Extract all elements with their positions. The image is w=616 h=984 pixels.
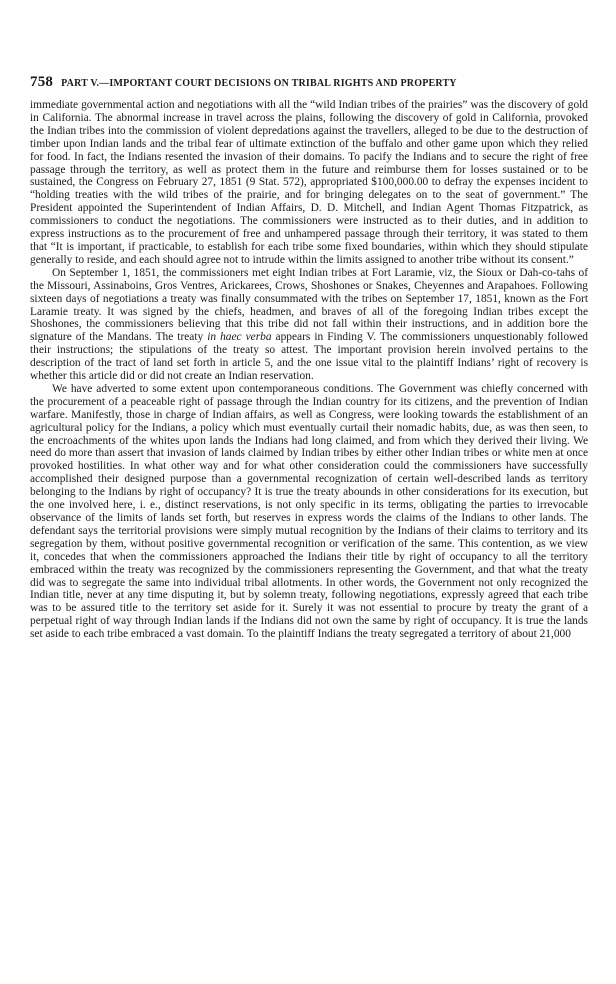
- paragraph-text: immediate governmental action and negotiations with all the “wild Indian tribes of the prairies” was the discovery of gold in California. The abnormal increase in travel across the plains, following the discovery of gold in California, provoked the Indian tribes into the commission of violent depredations against the travellers, alleged to be due to the destruction of timber upon Indian lands and the tribal fear of ultimate extinction of the buffalo and other game upon which they relied for food. In fact, the Indians resented the invasion of their domains. To pacify the Indians and to secure the right of free passage through the territory, as well as protect them in the future and reimburse them for losses sustained or to be sustained, the Congress on February 27, 1851 (9 Stat. 572), appropriated $100,000.00 to defray the expenses incident to “holding treaties with the wild tribes of the prairie, and for bringing delegates on to the seat of government.” The President appointed the Superintendent of Indian Affairs, D. D. Mitchell, and Indian Agent Thomas Fitzpatrick, as commissioners to conduct the negotiations. The commissioners were instructed as to their duties, and in addition to express instructions as to the procurement of free and unhampered passage through their territory, it was stated to them that “It is important, if practicable, to establish for each tribe some fixed boundaries, within which they should stipulate generally to reside, and each should agree not to intrude within the limits assigned to another tribe without its consent.”: [30, 99, 588, 266]
- latin-phrase: in haec verba: [207, 331, 272, 344]
- body-text: [30, 99, 588, 641]
- running-header: [30, 74, 588, 91]
- paragraph-2: [30, 267, 588, 383]
- running-title: PART V.—IMPORTANT COURT DECISIONS ON TRIBAL RIGHTS AND PROPERTY: [61, 78, 457, 89]
- paragraph-text: appears in Finding V. The commissioners unquestionably followed their instructions; the stipulations of the treaty so attest. The important provision herein involved pertains to the description of the tract of land set forth in article 5, and the one issue vital to the plaintiff Indians’ right of recovery is whether this article did or did not create an Indian reservation.: [30, 331, 589, 383]
- page-number: 758: [30, 74, 54, 90]
- paragraph-3: [30, 383, 588, 641]
- paragraph-text: On September 1, 1851, the commissioners met eight Indian tribes at Fort Laramie, viz, the Sioux or Dah-co-tahs of the Missouri, Assinaboins, Gros Ventres, Arickarees, Crows, Shoshones or Snakes, Cheyennes and Arapahoes. Following sixteen days of negotiations a treaty was finally consummated with the tribes on September 17, 1851, known as the Fort Laramie treaty. It was signed by the chiefs, headmen, and braves of all of the foregoing Indian tribes except the Shoshones, the commissioners believing that this tribe did not fall within their instructions, and in addition bore the signature of the Mandans. The treaty: [30, 266, 588, 344]
- paragraph-text: We have adverted to some extent upon contemporaneous conditions. The Government was chiefly concerned with the procurement of a peaceable right of passage through the Indian country for its citizens, and the prevention of Indian warfare. Manifestly, those in charge of Indian affairs, as well as Congress, were looking towards the establishment of an agricultural policy for the Indians, a policy which must eventually curtail their nomadic habits, due, as was then seen, to the encroachments of the whites upon lands the Indians had long claimed, and from which they derived their living. We need do more than assert that invasion of lands claimed by Indian tribes by either other Indian tribes or white men at once provoked hostilities. In what other way and for what other consideration could the commissioners have successfully accomplished their designed purpose than a governmental recognization of certain well-described lands as territory belonging to the Indians by right of occupancy? It is true the treaty abounds in other considerations for its execution, but the one involved here, i. e., distinct reservations, is not only specific in its terms, obligating the parties to irrevocable observance of the limits of lands set forth, but reserves in express words the claims of the Indians to other lands. The defendant says the territorial provisions were simply mutual recognition by the Indians of their claims to territory and its segregation by them, without positive governmental recognition or verification of the same. This contention, as we view it, concedes that when the commissioners approached the Indians their title by right of occupancy to all the territory embraced within the treaty was recognized by the commissioners representing the Government, and that what the treaty did was to segregate the same into individual tribal allotments. In other words, the Government not only recognized the Indian title, never at any time disputing it, but by solemn treaty, following negotiations, expressly agreed that each tribe was to be assured title to the territory set aside for it. Surely it was not essential to procure by treaty the grant of a perpetual right of way through Indian lands if the Indians did not own the same by right of occupancy. It is true the lands set aside to each tribe embraced a vast domain. To the plaintiff Indians the treaty segregated a territory of about 21,000: [30, 382, 588, 641]
- paragraph-1: [30, 99, 588, 267]
